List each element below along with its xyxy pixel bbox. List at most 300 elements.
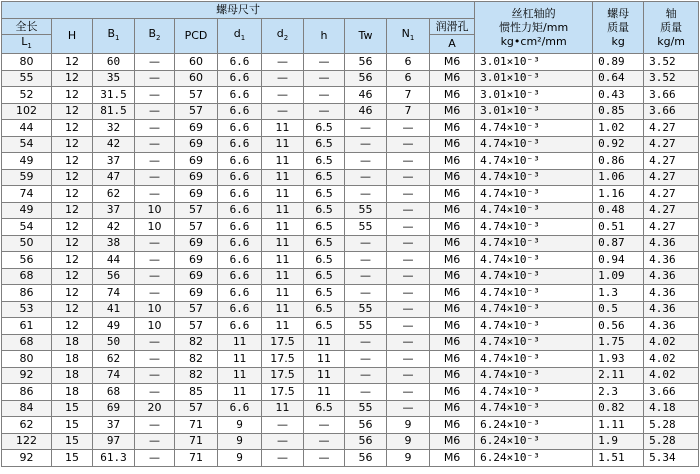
cell-b1: 81.5: [93, 103, 135, 120]
table-row: [2, 169, 699, 186]
cell-shaft-mass: 4.18: [644, 400, 699, 417]
cell-inertia: 4.74×10⁻³: [475, 334, 593, 351]
col-header-main: B: [148, 27, 157, 40]
cell-b2: —: [135, 285, 175, 302]
cell-b2: —: [135, 136, 175, 153]
cell-inertia: 6.24×10⁻³: [475, 450, 593, 467]
cell-lube-hole: M6: [430, 202, 475, 219]
cell-d2: 11: [262, 169, 304, 186]
cell-n1: —: [387, 136, 430, 153]
cell-b2: 10: [135, 301, 175, 318]
table-row: [2, 103, 699, 120]
inertia-header: [475, 2, 593, 54]
cell-shaft-mass: 4.36: [644, 285, 699, 302]
cell-d1: 6.6: [218, 318, 262, 335]
cell-h: 12: [52, 202, 93, 219]
cell-h: 12: [52, 120, 93, 137]
cell-tw: 56: [345, 450, 387, 467]
cell-shaft-mass: 4.02: [644, 351, 699, 368]
cell-h: 12: [52, 268, 93, 285]
cell-b1: 68: [93, 384, 135, 401]
cell-tw: 55: [345, 219, 387, 236]
cell-lube-hole: M6: [430, 54, 475, 71]
cell-shaft-mass: 4.27: [644, 202, 699, 219]
cell-pcd: 71: [175, 417, 218, 434]
cell-tw: —: [345, 285, 387, 302]
cell-b2: —: [135, 268, 175, 285]
cell-b2: —: [135, 417, 175, 434]
cell-d2: 11: [262, 120, 304, 137]
cell-pcd: 69: [175, 153, 218, 170]
cell-d1: 11: [218, 334, 262, 351]
cell-h-small: 6.5: [304, 219, 345, 236]
cell-b2: —: [135, 169, 175, 186]
cell-b1: 41: [93, 301, 135, 318]
cell-inertia: 4.74×10⁻³: [475, 235, 593, 252]
cell-tw: —: [345, 384, 387, 401]
col-header-line1: 润滑孔: [430, 19, 475, 35]
cell-h-small: 6.5: [304, 202, 345, 219]
cell-h-small: 6.5: [304, 252, 345, 269]
cell-l1: 55: [2, 70, 52, 87]
cell-h-small: —: [304, 87, 345, 104]
cell-b1: 35: [93, 70, 135, 87]
cell-nut-mass: 0.48: [593, 202, 644, 219]
cell-h-small: —: [304, 54, 345, 71]
cell-shaft-mass: 4.27: [644, 186, 699, 203]
cell-pcd: 57: [175, 400, 218, 417]
cell-tw: 55: [345, 318, 387, 335]
cell-tw: 56: [345, 417, 387, 434]
cell-l1: 86: [2, 285, 52, 302]
cell-inertia: 4.74×10⁻³: [475, 136, 593, 153]
cell-d2: 11: [262, 400, 304, 417]
cell-b2: —: [135, 351, 175, 368]
cell-l1: 44: [2, 120, 52, 137]
cell-shaft-mass: 3.52: [644, 54, 699, 71]
cell-d2: 11: [262, 285, 304, 302]
cell-n1: —: [387, 400, 430, 417]
cell-lube-hole: M6: [430, 334, 475, 351]
cell-lube-hole: M6: [430, 235, 475, 252]
cell-shaft-mass: 4.27: [644, 136, 699, 153]
inertia-header-unit: kg•cm²/mm: [500, 34, 567, 48]
cell-h: 18: [52, 334, 93, 351]
cell-l1: 61: [2, 318, 52, 335]
cell-b1: 37: [93, 417, 135, 434]
cell-d2: 11: [262, 252, 304, 269]
cell-b1: 38: [93, 235, 135, 252]
cell-d2: —: [262, 103, 304, 120]
cell-h: 12: [52, 153, 93, 170]
cell-inertia: 6.24×10⁻³: [475, 433, 593, 450]
cell-h-small: 6.5: [304, 268, 345, 285]
cell-inertia: 4.74×10⁻³: [475, 285, 593, 302]
cell-nut-mass: 1.3: [593, 285, 644, 302]
cell-n1: —: [387, 186, 430, 203]
table-body: [2, 54, 699, 467]
cell-tw: 56: [345, 54, 387, 71]
cell-nut-mass: 1.06: [593, 169, 644, 186]
col-header-h: [52, 19, 93, 54]
cell-d1: 11: [218, 367, 262, 384]
cell-h-small: 6.5: [304, 186, 345, 203]
cell-tw: —: [345, 186, 387, 203]
cell-h: 12: [52, 235, 93, 252]
table-row: [2, 186, 699, 203]
cell-d1: 6.6: [218, 169, 262, 186]
cell-shaft-mass: 4.36: [644, 235, 699, 252]
cell-nut-mass: 0.82: [593, 400, 644, 417]
cell-pcd: 69: [175, 285, 218, 302]
cell-shaft-mass: 3.66: [644, 87, 699, 104]
cell-tw: —: [345, 153, 387, 170]
cell-b2: —: [135, 433, 175, 450]
col-header-b2: [135, 19, 175, 54]
cell-n1: —: [387, 268, 430, 285]
cell-l1: 80: [2, 54, 52, 71]
cell-inertia: 4.74×10⁻³: [475, 400, 593, 417]
cell-nut-mass: 1.16: [593, 186, 644, 203]
cell-l1: 86: [2, 384, 52, 401]
cell-d1: 6.6: [218, 54, 262, 71]
cell-tw: —: [345, 334, 387, 351]
cell-pcd: 69: [175, 235, 218, 252]
cell-tw: —: [345, 169, 387, 186]
cell-n1: 9: [387, 450, 430, 467]
table-row: [2, 450, 699, 467]
cell-pcd: 82: [175, 334, 218, 351]
table-row: [2, 334, 699, 351]
cell-b2: 10: [135, 318, 175, 335]
cell-n1: —: [387, 120, 430, 137]
cell-h-small: —: [304, 103, 345, 120]
cell-inertia: 4.74×10⁻³: [475, 384, 593, 401]
cell-nut-mass: 0.94: [593, 252, 644, 269]
table-row: [2, 153, 699, 170]
cell-shaft-mass: 4.02: [644, 334, 699, 351]
cell-n1: —: [387, 367, 430, 384]
cell-d1: 6.6: [218, 400, 262, 417]
cell-d2: 11: [262, 235, 304, 252]
cell-d2: 11: [262, 202, 304, 219]
cell-d1: 6.6: [218, 252, 262, 269]
cell-h: 12: [52, 54, 93, 71]
cell-b2: —: [135, 450, 175, 467]
cell-lube-hole: M6: [430, 450, 475, 467]
nut-dimensions-header: 螺母尺寸: [2, 2, 475, 19]
cell-tw: —: [345, 367, 387, 384]
cell-pcd: 60: [175, 54, 218, 71]
cell-d1: 6.6: [218, 285, 262, 302]
cell-h: 18: [52, 367, 93, 384]
table-row: [2, 400, 699, 417]
cell-h: 15: [52, 400, 93, 417]
cell-inertia: 4.74×10⁻³: [475, 268, 593, 285]
cell-shaft-mass: 4.27: [644, 153, 699, 170]
col-header-l1: [2, 35, 52, 54]
cell-h-small: 6.5: [304, 301, 345, 318]
cell-nut-mass: 0.85: [593, 103, 644, 120]
cell-shaft-mass: 5.28: [644, 417, 699, 434]
cell-n1: 6: [387, 54, 430, 71]
cell-inertia: 4.74×10⁻³: [475, 219, 593, 236]
col-header-main: d: [233, 27, 241, 40]
spec-table: [1, 1, 699, 467]
cell-nut-mass: 2.3: [593, 384, 644, 401]
col-header-h-small: [304, 19, 345, 54]
cell-b2: —: [135, 367, 175, 384]
cell-h-small: 11: [304, 334, 345, 351]
cell-lube-hole: M6: [430, 70, 475, 87]
cell-h: 12: [52, 318, 93, 335]
table-row: [2, 433, 699, 450]
cell-tw: —: [345, 120, 387, 137]
cell-l1: 68: [2, 268, 52, 285]
cell-b2: 10: [135, 202, 175, 219]
cell-nut-mass: 0.89: [593, 54, 644, 71]
cell-b1: 42: [93, 136, 135, 153]
col-header-a: [430, 35, 475, 54]
cell-lube-hole: M6: [430, 153, 475, 170]
cell-d1: 6.6: [218, 202, 262, 219]
table-header: [2, 2, 699, 54]
cell-b1: 37: [93, 202, 135, 219]
table-row: [2, 120, 699, 137]
cell-n1: 6: [387, 70, 430, 87]
cell-h: 12: [52, 136, 93, 153]
inertia-header-line1: 丝杠轴的: [511, 6, 556, 20]
table-row: [2, 384, 699, 401]
cell-n1: —: [387, 219, 430, 236]
cell-n1: —: [387, 351, 430, 368]
cell-n1: 7: [387, 87, 430, 104]
cell-l1: 102: [2, 103, 52, 120]
cell-d1: 6.6: [218, 136, 262, 153]
cell-d1: 9: [218, 433, 262, 450]
cell-lube-hole: M6: [430, 285, 475, 302]
table-row: [2, 285, 699, 302]
cell-tw: —: [345, 136, 387, 153]
cell-b1: 97: [93, 433, 135, 450]
cell-d2: 17.5: [262, 367, 304, 384]
table-row: [2, 268, 699, 285]
cell-h: 15: [52, 417, 93, 434]
cell-b1: 42: [93, 219, 135, 236]
cell-tw: 55: [345, 202, 387, 219]
cell-inertia: 4.74×10⁻³: [475, 367, 593, 384]
table-row: [2, 417, 699, 434]
cell-pcd: 82: [175, 367, 218, 384]
table-row: [2, 202, 699, 219]
col-header-main: h: [320, 29, 328, 43]
cell-shaft-mass: 3.66: [644, 103, 699, 120]
cell-shaft-mass: 4.36: [644, 301, 699, 318]
cell-shaft-mass: 4.36: [644, 252, 699, 269]
cell-h: 12: [52, 301, 93, 318]
col-header-pcd: [175, 19, 218, 54]
cell-inertia: 3.01×10⁻³: [475, 87, 593, 104]
cell-b1: 47: [93, 169, 135, 186]
cell-tw: 56: [345, 433, 387, 450]
cell-inertia: 3.01×10⁻³: [475, 70, 593, 87]
inertia-header-line2: 惯性力矩/mm: [499, 20, 569, 34]
cell-lube-hole: M6: [430, 367, 475, 384]
col-header-sub: 1: [240, 34, 246, 43]
cell-h-small: 11: [304, 351, 345, 368]
cell-h-small: 11: [304, 384, 345, 401]
table-row: [2, 301, 699, 318]
cell-d2: —: [262, 417, 304, 434]
cell-d2: 11: [262, 219, 304, 236]
cell-l1: 59: [2, 169, 52, 186]
cell-l1: 80: [2, 351, 52, 368]
cell-h: 12: [52, 103, 93, 120]
cell-l1: 49: [2, 153, 52, 170]
shaft-mass-header-unit: kg/m: [657, 34, 686, 48]
cell-h-small: —: [304, 433, 345, 450]
cell-h-small: 6.5: [304, 400, 345, 417]
cell-h-small: 6.5: [304, 318, 345, 335]
cell-h: 12: [52, 70, 93, 87]
cell-b2: —: [135, 384, 175, 401]
cell-b1: 62: [93, 351, 135, 368]
cell-d2: —: [262, 450, 304, 467]
cell-pcd: 57: [175, 219, 218, 236]
col-header-sub: 2: [283, 34, 289, 43]
cell-b1: 56: [93, 268, 135, 285]
cell-pcd: 60: [175, 70, 218, 87]
col-header-main: PCD: [184, 29, 208, 43]
cell-n1: —: [387, 301, 430, 318]
cell-pcd: 57: [175, 202, 218, 219]
cell-lube-hole: M6: [430, 103, 475, 120]
cell-d2: —: [262, 433, 304, 450]
cell-nut-mass: 0.92: [593, 136, 644, 153]
cell-b2: —: [135, 120, 175, 137]
cell-d1: 6.6: [218, 301, 262, 318]
cell-d2: —: [262, 54, 304, 71]
cell-h-small: 6.5: [304, 136, 345, 153]
cell-tw: —: [345, 252, 387, 269]
cell-nut-mass: 0.43: [593, 87, 644, 104]
cell-d1: 6.6: [218, 235, 262, 252]
cell-shaft-mass: 5.34: [644, 450, 699, 467]
col-header-main: A: [448, 37, 456, 51]
cell-inertia: 4.74×10⁻³: [475, 169, 593, 186]
table-row: [2, 87, 699, 104]
cell-d2: 11: [262, 186, 304, 203]
table-row: [2, 318, 699, 335]
cell-h: 15: [52, 433, 93, 450]
col-header-sub: 1: [115, 34, 120, 43]
cell-inertia: 4.74×10⁻³: [475, 202, 593, 219]
cell-pcd: 82: [175, 351, 218, 368]
cell-n1: —: [387, 384, 430, 401]
cell-n1: —: [387, 153, 430, 170]
cell-b2: —: [135, 252, 175, 269]
cell-nut-mass: 0.87: [593, 235, 644, 252]
cell-b2: 10: [135, 219, 175, 236]
cell-l1: 92: [2, 450, 52, 467]
cell-h-small: 6.5: [304, 285, 345, 302]
cell-nut-mass: 1.93: [593, 351, 644, 368]
cell-pcd: 69: [175, 136, 218, 153]
cell-l1: 84: [2, 400, 52, 417]
cell-nut-mass: 1.09: [593, 268, 644, 285]
cell-d2: 11: [262, 301, 304, 318]
cell-h: 12: [52, 285, 93, 302]
cell-b2: —: [135, 87, 175, 104]
table-row: [2, 54, 699, 71]
cell-h: 18: [52, 384, 93, 401]
cell-shaft-mass: 3.66: [644, 384, 699, 401]
col-header-b1: [93, 19, 135, 54]
cell-n1: 7: [387, 103, 430, 120]
cell-b1: 74: [93, 367, 135, 384]
cell-lube-hole: M6: [430, 120, 475, 137]
cell-d2: 17.5: [262, 334, 304, 351]
cell-pcd: 57: [175, 103, 218, 120]
cell-nut-mass: 1.9: [593, 433, 644, 450]
cell-d1: 6.6: [218, 103, 262, 120]
cell-pcd: 57: [175, 301, 218, 318]
cell-pcd: 57: [175, 318, 218, 335]
col-header-n1: [387, 19, 430, 54]
cell-d2: 11: [262, 318, 304, 335]
cell-pcd: 69: [175, 268, 218, 285]
cell-tw: 55: [345, 301, 387, 318]
nut-mass-header-line2: 质量: [607, 20, 630, 34]
shaft-mass-header: [644, 2, 699, 54]
cell-lube-hole: M6: [430, 268, 475, 285]
cell-d2: 11: [262, 268, 304, 285]
cell-shaft-mass: 5.28: [644, 433, 699, 450]
cell-h-small: 6.5: [304, 153, 345, 170]
cell-pcd: 71: [175, 433, 218, 450]
cell-inertia: 4.74×10⁻³: [475, 318, 593, 335]
cell-b1: 69: [93, 400, 135, 417]
table-row: [2, 367, 699, 384]
cell-tw: —: [345, 268, 387, 285]
cell-lube-hole: M6: [430, 351, 475, 368]
cell-nut-mass: 1.51: [593, 450, 644, 467]
cell-inertia: 4.74×10⁻³: [475, 301, 593, 318]
cell-l1: 56: [2, 252, 52, 269]
col-header-sub: 2: [156, 34, 161, 43]
table-row: [2, 252, 699, 269]
cell-b2: —: [135, 153, 175, 170]
cell-b2: —: [135, 103, 175, 120]
cell-l1: 74: [2, 186, 52, 203]
cell-l1: 92: [2, 367, 52, 384]
cell-b1: 49: [93, 318, 135, 335]
cell-d1: 9: [218, 450, 262, 467]
cell-n1: —: [387, 285, 430, 302]
cell-d1: 6.6: [218, 120, 262, 137]
cell-d1: 6.6: [218, 219, 262, 236]
table-row: [2, 70, 699, 87]
cell-d1: 6.6: [218, 186, 262, 203]
cell-b1: 37: [93, 153, 135, 170]
cell-inertia: 4.74×10⁻³: [475, 252, 593, 269]
cell-inertia: 3.01×10⁻³: [475, 54, 593, 71]
cell-l1: 68: [2, 334, 52, 351]
cell-d1: 6.6: [218, 70, 262, 87]
cell-d1: 11: [218, 384, 262, 401]
cell-h: 12: [52, 252, 93, 269]
cell-b1: 32: [93, 120, 135, 137]
